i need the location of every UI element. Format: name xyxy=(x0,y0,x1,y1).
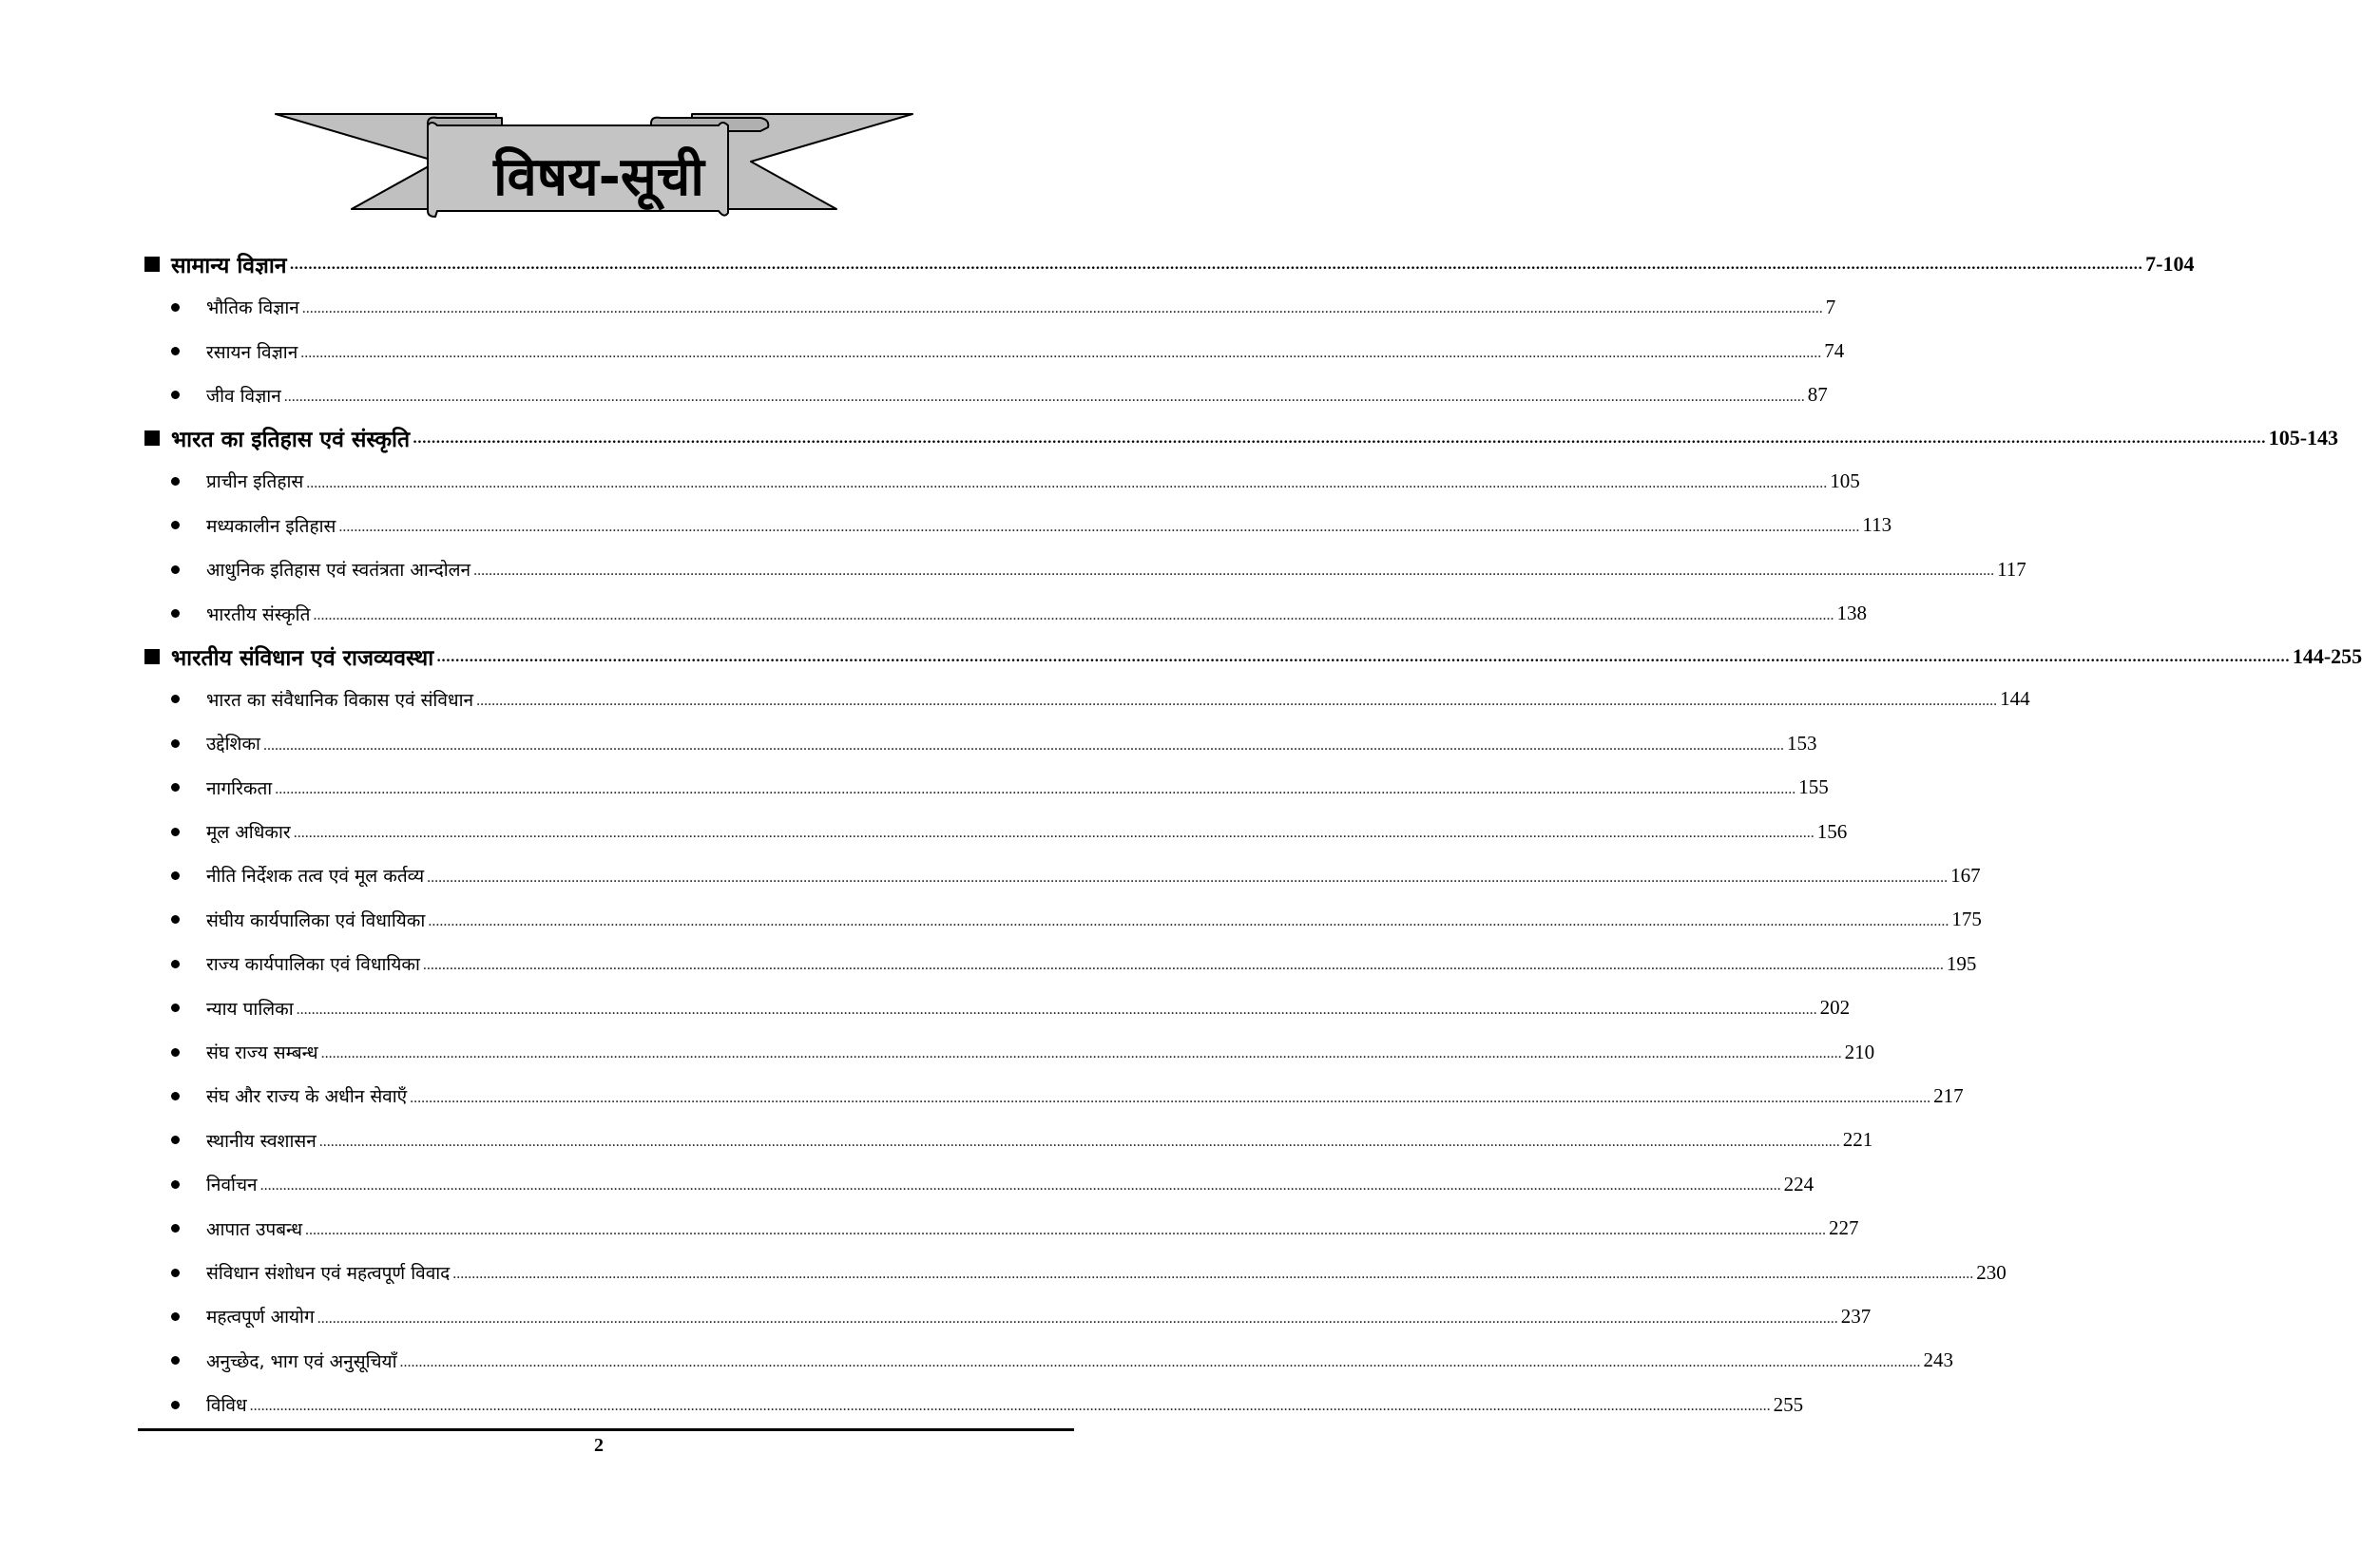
dot-leader: ................................................................................................................................................................................................................................................................................................................................................................................................................ xyxy=(300,344,1822,361)
item-title: अनुच्छेद, भाग एवं अनुसूचियाँ xyxy=(206,1350,397,1372)
bullet-icon xyxy=(171,1180,180,1189)
dot-leader: ................................................................................................................................................................................................................................................................................................................................................................................................................ xyxy=(306,474,1828,491)
item-title: संघीय कार्यपालिका एवं विधायिका xyxy=(206,909,426,931)
item-page-number: 138 xyxy=(1836,602,1867,625)
page-number: 2 xyxy=(594,1435,604,1456)
item-title: निर्वाचन xyxy=(206,1175,258,1196)
item-title: राज्य कार्यपालिका एवं विधायिका xyxy=(206,954,420,976)
toc-item[interactable] xyxy=(143,942,1977,985)
toc-section[interactable] xyxy=(143,243,2195,285)
toc-section[interactable] xyxy=(143,417,2339,459)
dot-leader: ................................................................................................................................................................................................................................................................................................................................................................................................................ xyxy=(476,693,1998,710)
bullet-icon xyxy=(171,1312,180,1321)
dot-leader: ................................................................................................................................................................................................................................................................................................................................................................................................................ xyxy=(428,913,1949,930)
item-page-number: 227 xyxy=(1829,1216,1859,1240)
bullet-icon xyxy=(171,783,180,792)
item-page-number: 237 xyxy=(1840,1304,1872,1328)
dot-leader: ................................................................................................................................................................................................................................................................................................................................................................................................................ xyxy=(413,431,2266,448)
bullet-icon xyxy=(171,391,180,399)
item-page-number: 153 xyxy=(1786,731,1817,755)
bullet-icon xyxy=(171,1269,180,1277)
bullet-icon xyxy=(171,695,180,703)
toc-item[interactable] xyxy=(143,373,1828,417)
section-page-range: 105-143 xyxy=(2268,426,2339,450)
item-page-number: 221 xyxy=(1842,1128,1873,1152)
item-title: संघ और राज्य के अधीन सेवाएँ xyxy=(206,1086,408,1108)
bullet-icon xyxy=(171,828,180,836)
item-title: जीव विज्ञान xyxy=(206,385,281,407)
dot-leader: ................................................................................................................................................................................................................................................................................................................................................................................................................ xyxy=(317,1310,1838,1327)
bullet-icon xyxy=(171,1004,180,1012)
item-title: प्राचीन इतिहास xyxy=(206,471,304,493)
bullet-icon xyxy=(171,915,180,924)
item-title: संविधान संशोधन एवं महत्वपूर्ण विवाद xyxy=(206,1263,451,1284)
dot-leader: ................................................................................................................................................................................................................................................................................................................................................................................................................ xyxy=(313,606,1834,623)
toc-item[interactable] xyxy=(143,678,2030,721)
item-page-number: 167 xyxy=(1950,863,1981,887)
item-title: भारतीय संस्कृति xyxy=(206,603,311,625)
bullet-icon xyxy=(171,1224,180,1233)
dot-leader: ................................................................................................................................................................................................................................................................................................................................................................................................................ xyxy=(399,1353,1921,1370)
bullet-icon xyxy=(171,303,180,312)
section-page-range: 144-255 xyxy=(2292,643,2362,668)
bullet-icon xyxy=(171,347,180,355)
section-title: सामान्य विज्ञान xyxy=(171,254,287,278)
item-page-number: 113 xyxy=(1862,513,1892,537)
toc-section[interactable] xyxy=(143,636,2362,678)
item-title: न्याय पालिका xyxy=(206,998,294,1020)
toc-item[interactable] xyxy=(143,721,1817,765)
bullet-icon xyxy=(171,1401,180,1409)
bullet-icon xyxy=(171,871,180,880)
bullet-icon xyxy=(171,960,180,968)
dot-leader: ................................................................................................................................................................................................................................................................................................................................................................................................................ xyxy=(293,825,1815,842)
toc-item[interactable] xyxy=(143,1383,1804,1426)
toc-item[interactable] xyxy=(143,1251,2007,1294)
item-title: आधुनिक इतिहास एवं स्वतंत्रता आन्दोलन xyxy=(206,560,471,582)
toc-item[interactable] xyxy=(143,810,1848,853)
bullet-icon xyxy=(171,565,180,574)
square-bullet-icon xyxy=(144,649,160,664)
item-title: उद्देशिका xyxy=(206,734,260,755)
dot-leader: ................................................................................................................................................................................................................................................................................................................................................................................................................ xyxy=(338,518,1860,535)
bullet-icon xyxy=(171,1092,180,1100)
bullet-icon xyxy=(171,477,180,486)
item-page-number: 74 xyxy=(1824,339,1845,363)
item-page-number: 105 xyxy=(1830,468,1860,492)
toc-item[interactable] xyxy=(143,985,1851,1029)
table-of-contents xyxy=(143,243,2362,1426)
toc-item[interactable] xyxy=(143,853,1981,897)
dot-leader: ................................................................................................................................................................................................................................................................................................................................................................................................................ xyxy=(296,1001,1817,1018)
dot-leader: ................................................................................................................................................................................................................................................................................................................................................................................................................ xyxy=(301,300,1823,317)
toc-item[interactable] xyxy=(143,504,1892,547)
square-bullet-icon xyxy=(144,430,160,446)
toc-item[interactable] xyxy=(143,547,2026,591)
item-page-number: 255 xyxy=(1773,1392,1804,1416)
item-title: महत्वपूर्ण आयोग xyxy=(206,1307,315,1329)
dot-leader: ................................................................................................................................................................................................................................................................................................................................................................................................................ xyxy=(275,780,1796,797)
item-title: मध्यकालीन इतिहास xyxy=(206,515,336,537)
dot-leader: ................................................................................................................................................................................................................................................................................................................................................................................................................ xyxy=(259,1177,1781,1195)
item-page-number: 217 xyxy=(1933,1083,1964,1107)
section-title: भारत का इतिहास एवं संस्कृति xyxy=(171,428,411,453)
bullet-icon xyxy=(171,521,180,529)
dot-leader: ................................................................................................................................................................................................................................................................................................................................................................................................................ xyxy=(283,389,1805,406)
item-title: नागरिकता xyxy=(206,777,273,799)
toc-item[interactable] xyxy=(143,591,1867,635)
section-title: भारतीय संविधान एवं राजव्यवस्था xyxy=(171,645,434,671)
dot-leader: ................................................................................................................................................................................................................................................................................................................................................................................................................ xyxy=(436,649,2290,665)
toc-item[interactable] xyxy=(143,1294,1872,1338)
item-title: नीति निर्देशक तत्व एवं मूल कर्तव्य xyxy=(206,866,425,888)
dot-leader: ................................................................................................................................................................................................................................................................................................................................................................................................................ xyxy=(249,1398,1771,1415)
toc-item[interactable] xyxy=(143,1074,1964,1118)
item-title: भौतिक विज्ञान xyxy=(206,297,299,319)
footer-rule xyxy=(138,1428,1074,1431)
square-bullet-icon xyxy=(144,257,160,272)
item-page-number: 243 xyxy=(1923,1348,1953,1372)
item-page-number: 155 xyxy=(1798,775,1829,799)
bullet-icon xyxy=(171,739,180,748)
item-page-number: 195 xyxy=(1946,951,1977,975)
dot-leader: ................................................................................................................................................................................................................................................................................................................................................................................................................ xyxy=(289,258,2143,273)
item-page-number: 117 xyxy=(1997,557,2026,581)
toc-item[interactable] xyxy=(143,329,1845,373)
item-page-number: 210 xyxy=(1844,1040,1875,1063)
bullet-icon xyxy=(171,1048,180,1057)
bullet-icon xyxy=(171,609,180,618)
bullet-icon xyxy=(171,1136,180,1144)
item-title: संघ राज्य सम्बन्ध xyxy=(206,1042,318,1064)
dot-leader: ................................................................................................................................................................................................................................................................................................................................................................................................................ xyxy=(262,736,1784,754)
dot-leader: ................................................................................................................................................................................................................................................................................................................................................................................................................ xyxy=(305,1221,1827,1238)
toc-item[interactable] xyxy=(143,1119,1873,1162)
page-title: विषय-सूची xyxy=(493,146,704,208)
item-page-number: 175 xyxy=(1951,908,1982,931)
item-title: भारत का संवैधानिक विकास एवं संविधान xyxy=(206,689,474,711)
dot-leader: ................................................................................................................................................................................................................................................................................................................................................................................................................ xyxy=(452,1266,1974,1283)
bullet-icon xyxy=(171,1356,180,1365)
item-page-number: 144 xyxy=(2000,687,2030,711)
item-title: आपात उपबन्ध xyxy=(206,1218,303,1240)
item-title: मूल अधिकार xyxy=(206,822,291,844)
item-page-number: 202 xyxy=(1819,996,1851,1020)
item-page-number: 230 xyxy=(1976,1260,2007,1284)
dot-leader: ................................................................................................................................................................................................................................................................................................................................................................................................................ xyxy=(318,1134,1840,1151)
dot-leader: ................................................................................................................................................................................................................................................................................................................................................................................................................ xyxy=(320,1045,1842,1062)
toc-item[interactable] xyxy=(143,1206,1859,1250)
dot-leader: ................................................................................................................................................................................................................................................................................................................................................................................................................ xyxy=(473,563,1995,580)
toc-item[interactable] xyxy=(143,459,1860,503)
item-page-number: 7 xyxy=(1825,295,1836,318)
dot-leader: ................................................................................................................................................................................................................................................................................................................................................................................................................ xyxy=(422,957,1944,974)
item-title: रसायन विज्ञान xyxy=(206,341,298,363)
toc-item[interactable] xyxy=(143,898,1982,942)
item-title: स्थानीय स्वशासन xyxy=(206,1130,317,1152)
dot-leader: ................................................................................................................................................................................................................................................................................................................................................................................................................ xyxy=(410,1089,1931,1106)
item-page-number: 224 xyxy=(1783,1172,1815,1195)
dot-leader: ................................................................................................................................................................................................................................................................................................................................................................................................................ xyxy=(427,869,1949,886)
item-title: विविध xyxy=(206,1395,247,1417)
toc-item[interactable] xyxy=(143,1339,1953,1383)
toc-item[interactable] xyxy=(143,1030,1875,1074)
toc-item[interactable] xyxy=(143,1162,1815,1206)
toc-item[interactable] xyxy=(143,766,1829,810)
section-page-range: 7-104 xyxy=(2145,252,2195,276)
item-page-number: 156 xyxy=(1816,819,1848,843)
toc-item[interactable] xyxy=(143,285,1836,329)
item-page-number: 87 xyxy=(1807,383,1828,407)
